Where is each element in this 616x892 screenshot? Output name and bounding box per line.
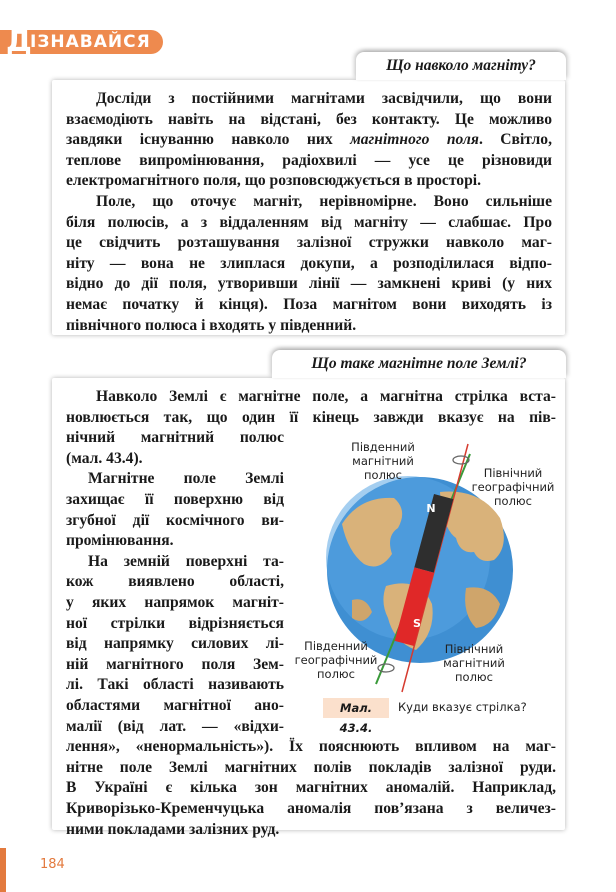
section1-line: Поле, що оточує магніт, нерівномірне. Воно сильніше [96, 193, 552, 210]
section2-line: Навколо Землі є магнітне поле, а магнітна стрілка вста- [96, 388, 556, 405]
section2-line: захищає її поверхню від [66, 491, 284, 508]
section1-line: біля полюсів, а з віддаленням від магніту — слабшає. Про [66, 213, 552, 231]
section1-line: відно до дії поля, утворивши лінії — замкнені криві (у них [66, 275, 552, 293]
magnet-south-label: S [413, 617, 421, 630]
section2-line: На земній поверхні та- [88, 552, 284, 570]
section2-line: ної стрілки відрізняється [66, 614, 284, 632]
section1-line: теплове випромінювання, радіохвилі — усе це різновиди [66, 151, 552, 169]
banner-title: ІЗНАВАЙСЯ [30, 32, 151, 52]
section2-line: лі. Такі області називають [66, 676, 284, 694]
section2-line: ними покладами залізних руд. [66, 820, 280, 838]
section1-line: це свідчить розташування залізної стружки навколо маг- [66, 234, 552, 252]
label-north-geographic-pole: Північний географічний полюс [471, 466, 555, 508]
section1-line: електромагнітного поля, що розповсюджується в просторі. [66, 172, 481, 190]
label-south-geographic-pole: Південний географічний полюс [294, 639, 378, 681]
section2-line: промінювання. [66, 532, 174, 550]
section1-line: немає початку й кінця). Поза магнітом вони виходять із [66, 296, 552, 313]
section1-line: ніту — вона не злиплася докупи, а розподілилася відпо- [66, 254, 552, 272]
section2-line: ній магнітного поля Зем- [66, 655, 284, 673]
section2-line: кож виявлено області, [66, 573, 284, 591]
section2-line: новлюється так, що один її кінець завжди вказує на пів- [66, 408, 556, 426]
section2-line: областями магнітної ано- [66, 697, 284, 714]
section2-line: нітне поле Землі магнітних полів покладів залізної руди. [66, 758, 556, 776]
page-number: 184 [40, 857, 65, 872]
section2-line: нічний магнітний полюс [66, 429, 284, 447]
label-north-magnetic-pole: Північний магнітний полюс [443, 642, 505, 684]
section2-question: Що таке магнітне поле Землі? [272, 350, 566, 378]
section1-line: взаємодіють навіть на відстані, без контакту. Це можливо [66, 110, 552, 128]
section2-line: згубної дії космічного ви- [66, 511, 284, 529]
magnet-north-label: N [426, 502, 436, 515]
section2-line: В Україні є кілька зон магнітних аномалій. Наприклад, [66, 779, 556, 797]
section2-line: у яких напрямок магніт- [66, 594, 284, 611]
term-magnetic-field: магнітного поля [350, 131, 479, 149]
section2-line: Криворізько-Кременчуцька аномалія пов’язана з величез- [66, 800, 556, 817]
section2-line: малії (від лат. — «відхи- [66, 717, 284, 735]
section2-line: лення», «ненормальність»). Їх пояснюють впливом на маг- [66, 738, 556, 756]
figure-caption-text: Куди вказує стрілка? [398, 700, 527, 714]
section2-line: від напрямку силових лі- [66, 635, 284, 653]
section2-line: Магнітне поле Землі [88, 470, 284, 488]
section1-line: завдяки існуванню навколо них магнітного поля. Світло, [66, 131, 552, 149]
section1-line: Досліди з постійними магнітами засвідчили, що вони [96, 90, 552, 107]
section1-question: Що навколо магніту? [356, 52, 566, 80]
banner-initial-letter: Д [6, 24, 32, 58]
label-south-magnetic-pole: Південний магнітний полюс [351, 440, 415, 482]
section1-line: північного полюса і входять у південний. [66, 316, 357, 334]
page-edge-strip [0, 848, 6, 892]
section2-line: (мал. 43.4). [66, 449, 143, 467]
figure-caption-tag: Мал. 43.4. [323, 698, 389, 718]
